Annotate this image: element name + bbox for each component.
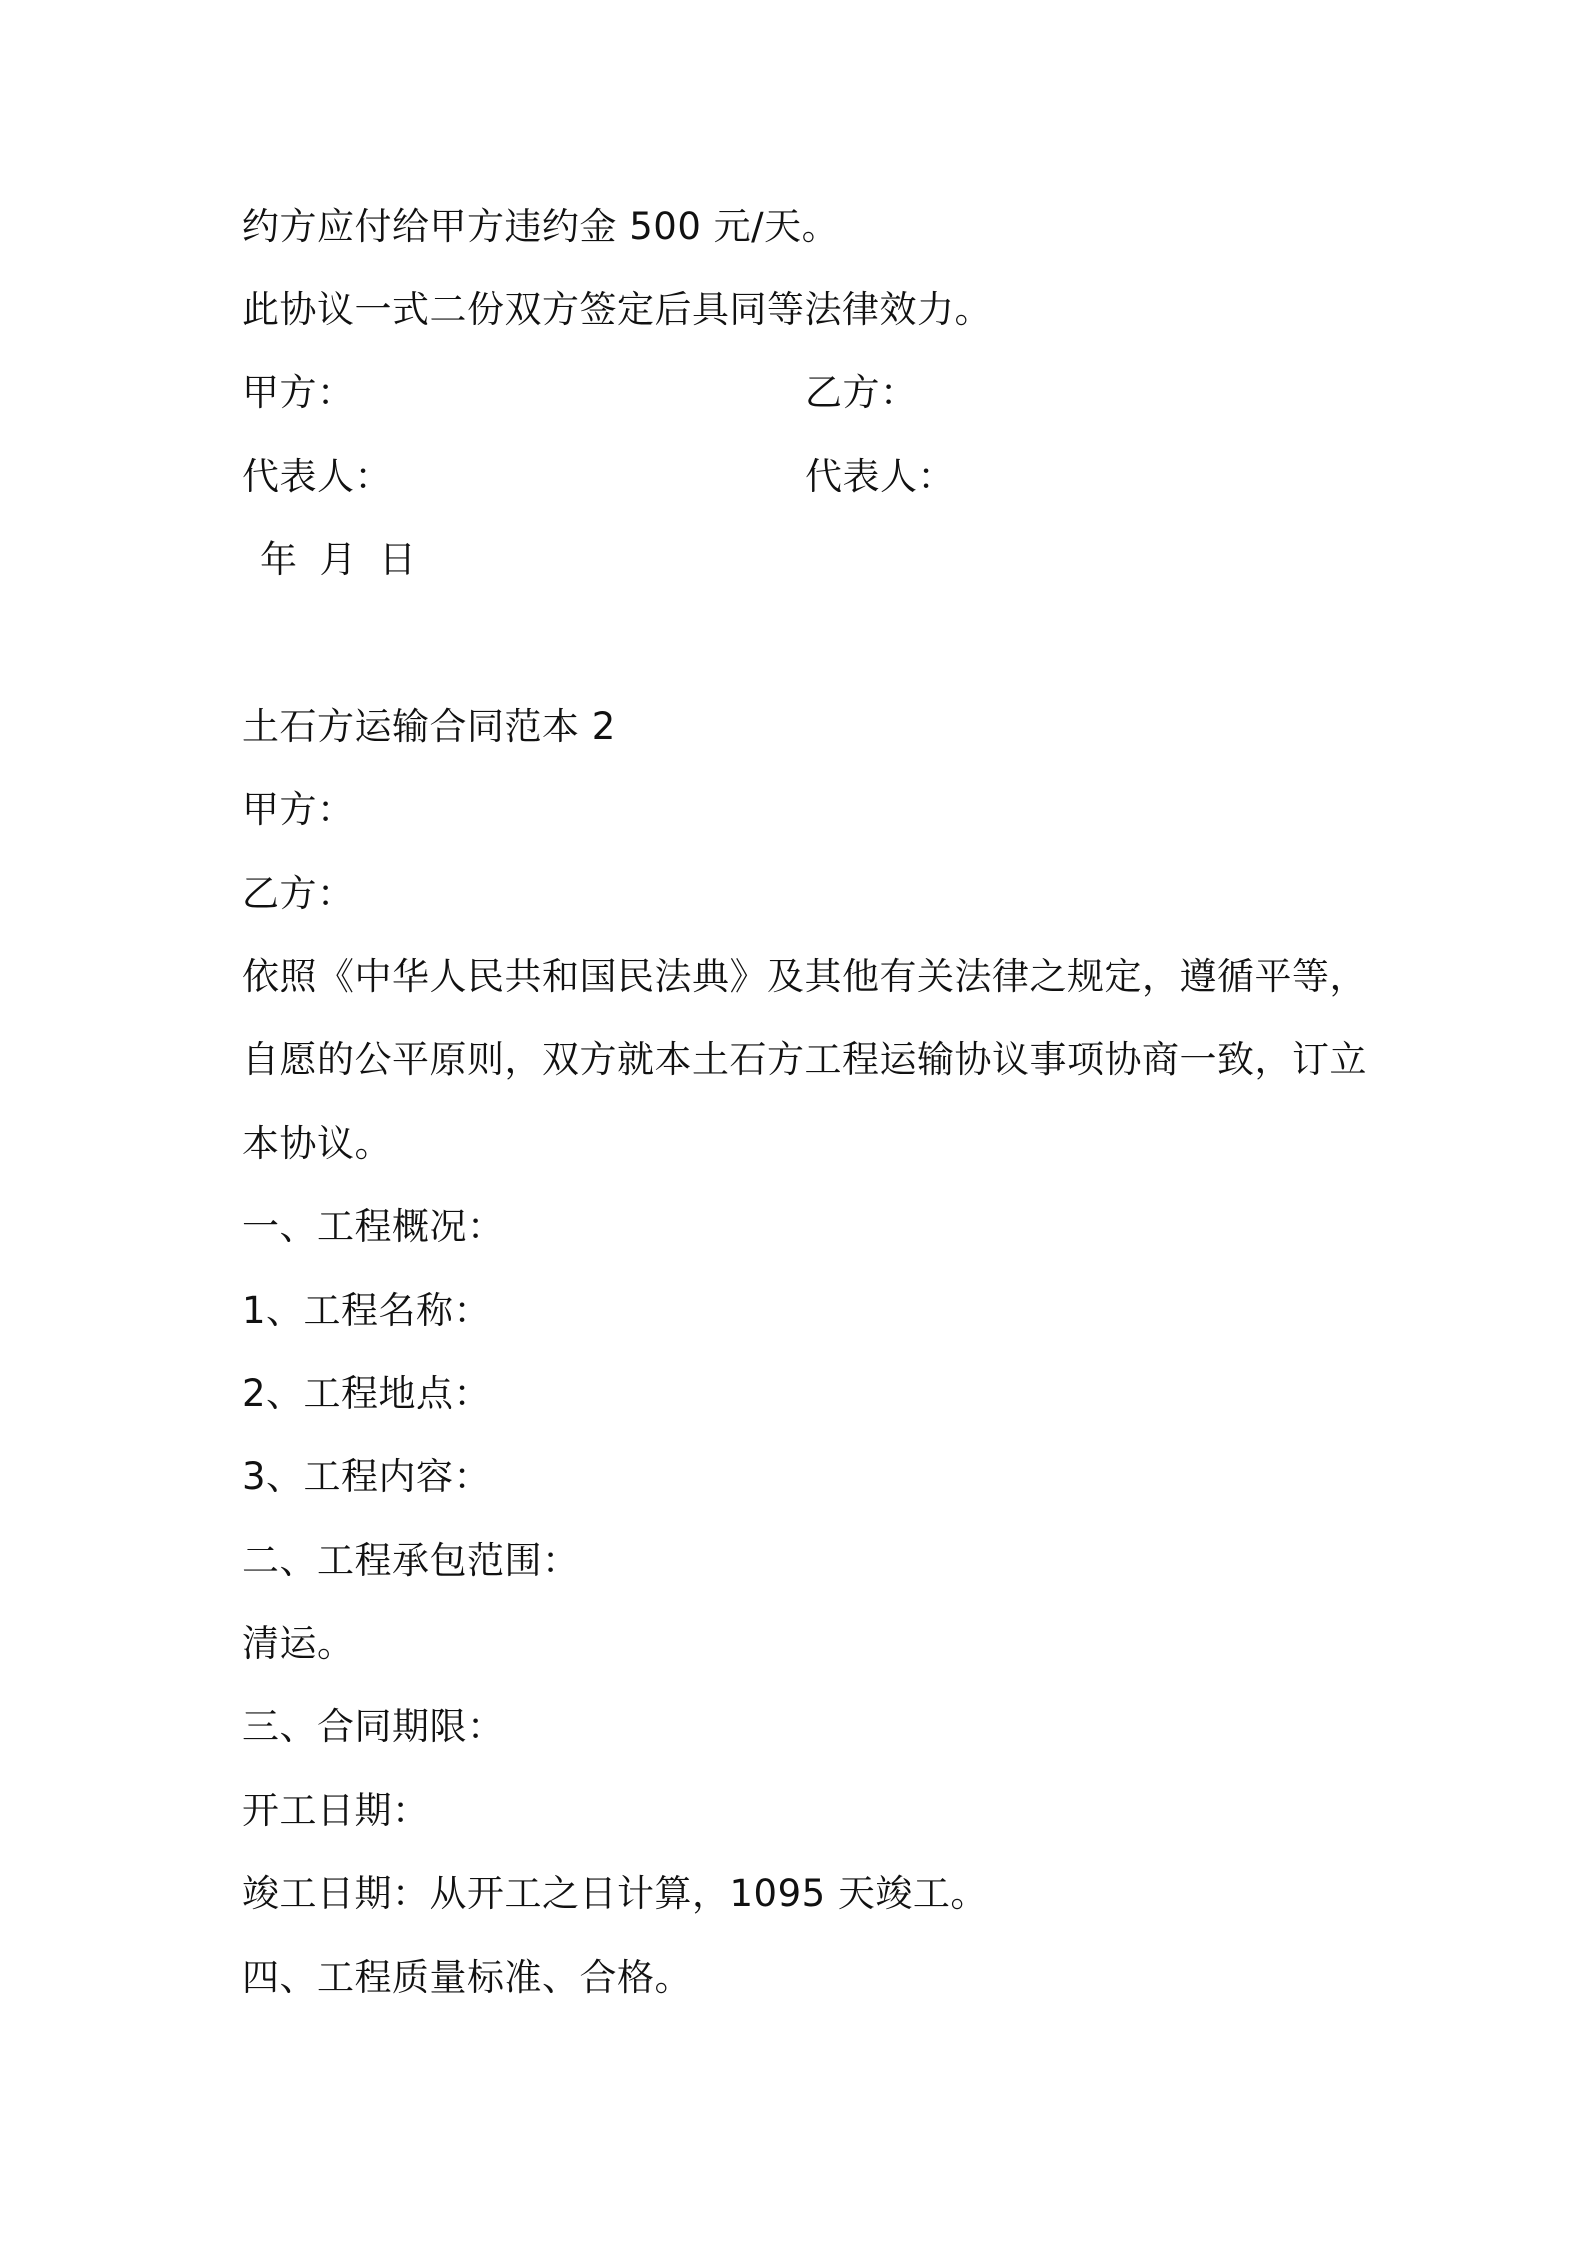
validity-clause-line: 此协议一式二份双方签定后具同等法律效力。 xyxy=(242,288,992,331)
start-date-label: 开工日期： xyxy=(242,1789,430,1832)
preamble-line-3: 本协议。 xyxy=(242,1122,392,1165)
signature-date-line xyxy=(260,537,439,583)
signature-party-a-label: 甲方： xyxy=(242,371,355,414)
representative-b-label: 代表人： xyxy=(805,455,955,498)
preamble-line-2: 自愿的公平原则，双方就本土石方工程运输协议事项协商一致，订立 xyxy=(242,1038,1367,1081)
preamble-line-1: 依照《中华人民共和国民法典》及其他有关法律之规定，遵循平等， xyxy=(242,955,1367,998)
completion-date-line: 竣工日期：从开工之日计算，1095 天竣工。 xyxy=(242,1872,988,1915)
date-year-label: 年 xyxy=(260,538,298,581)
section-2-heading: 二、工程承包范围： xyxy=(242,1539,580,1582)
project-name-label: 1、工程名称： xyxy=(242,1289,492,1332)
project-location-label: 2、工程地点： xyxy=(242,1372,492,1415)
representative-a-label: 代表人： xyxy=(242,455,392,498)
scope-text: 清运。 xyxy=(242,1622,355,1665)
penalty-clause-line: 约方应付给甲方违约金 500 元/天。 xyxy=(242,205,840,248)
section-3-heading: 三、合同期限： xyxy=(242,1705,505,1748)
section-4-heading: 四、工程质量标准、合格。 xyxy=(242,1956,692,1999)
party-a-label: 甲方： xyxy=(242,788,355,831)
contract-title: 土石方运输合同范本 2 xyxy=(242,705,616,748)
party-b-label: 乙方： xyxy=(242,872,355,915)
project-content-label: 3、工程内容： xyxy=(242,1455,492,1498)
date-day-label: 日 xyxy=(379,538,417,581)
section-1-heading: 一、工程概况： xyxy=(242,1205,505,1248)
signature-party-b-label: 乙方： xyxy=(805,371,918,414)
date-month-label: 月 xyxy=(319,538,357,581)
